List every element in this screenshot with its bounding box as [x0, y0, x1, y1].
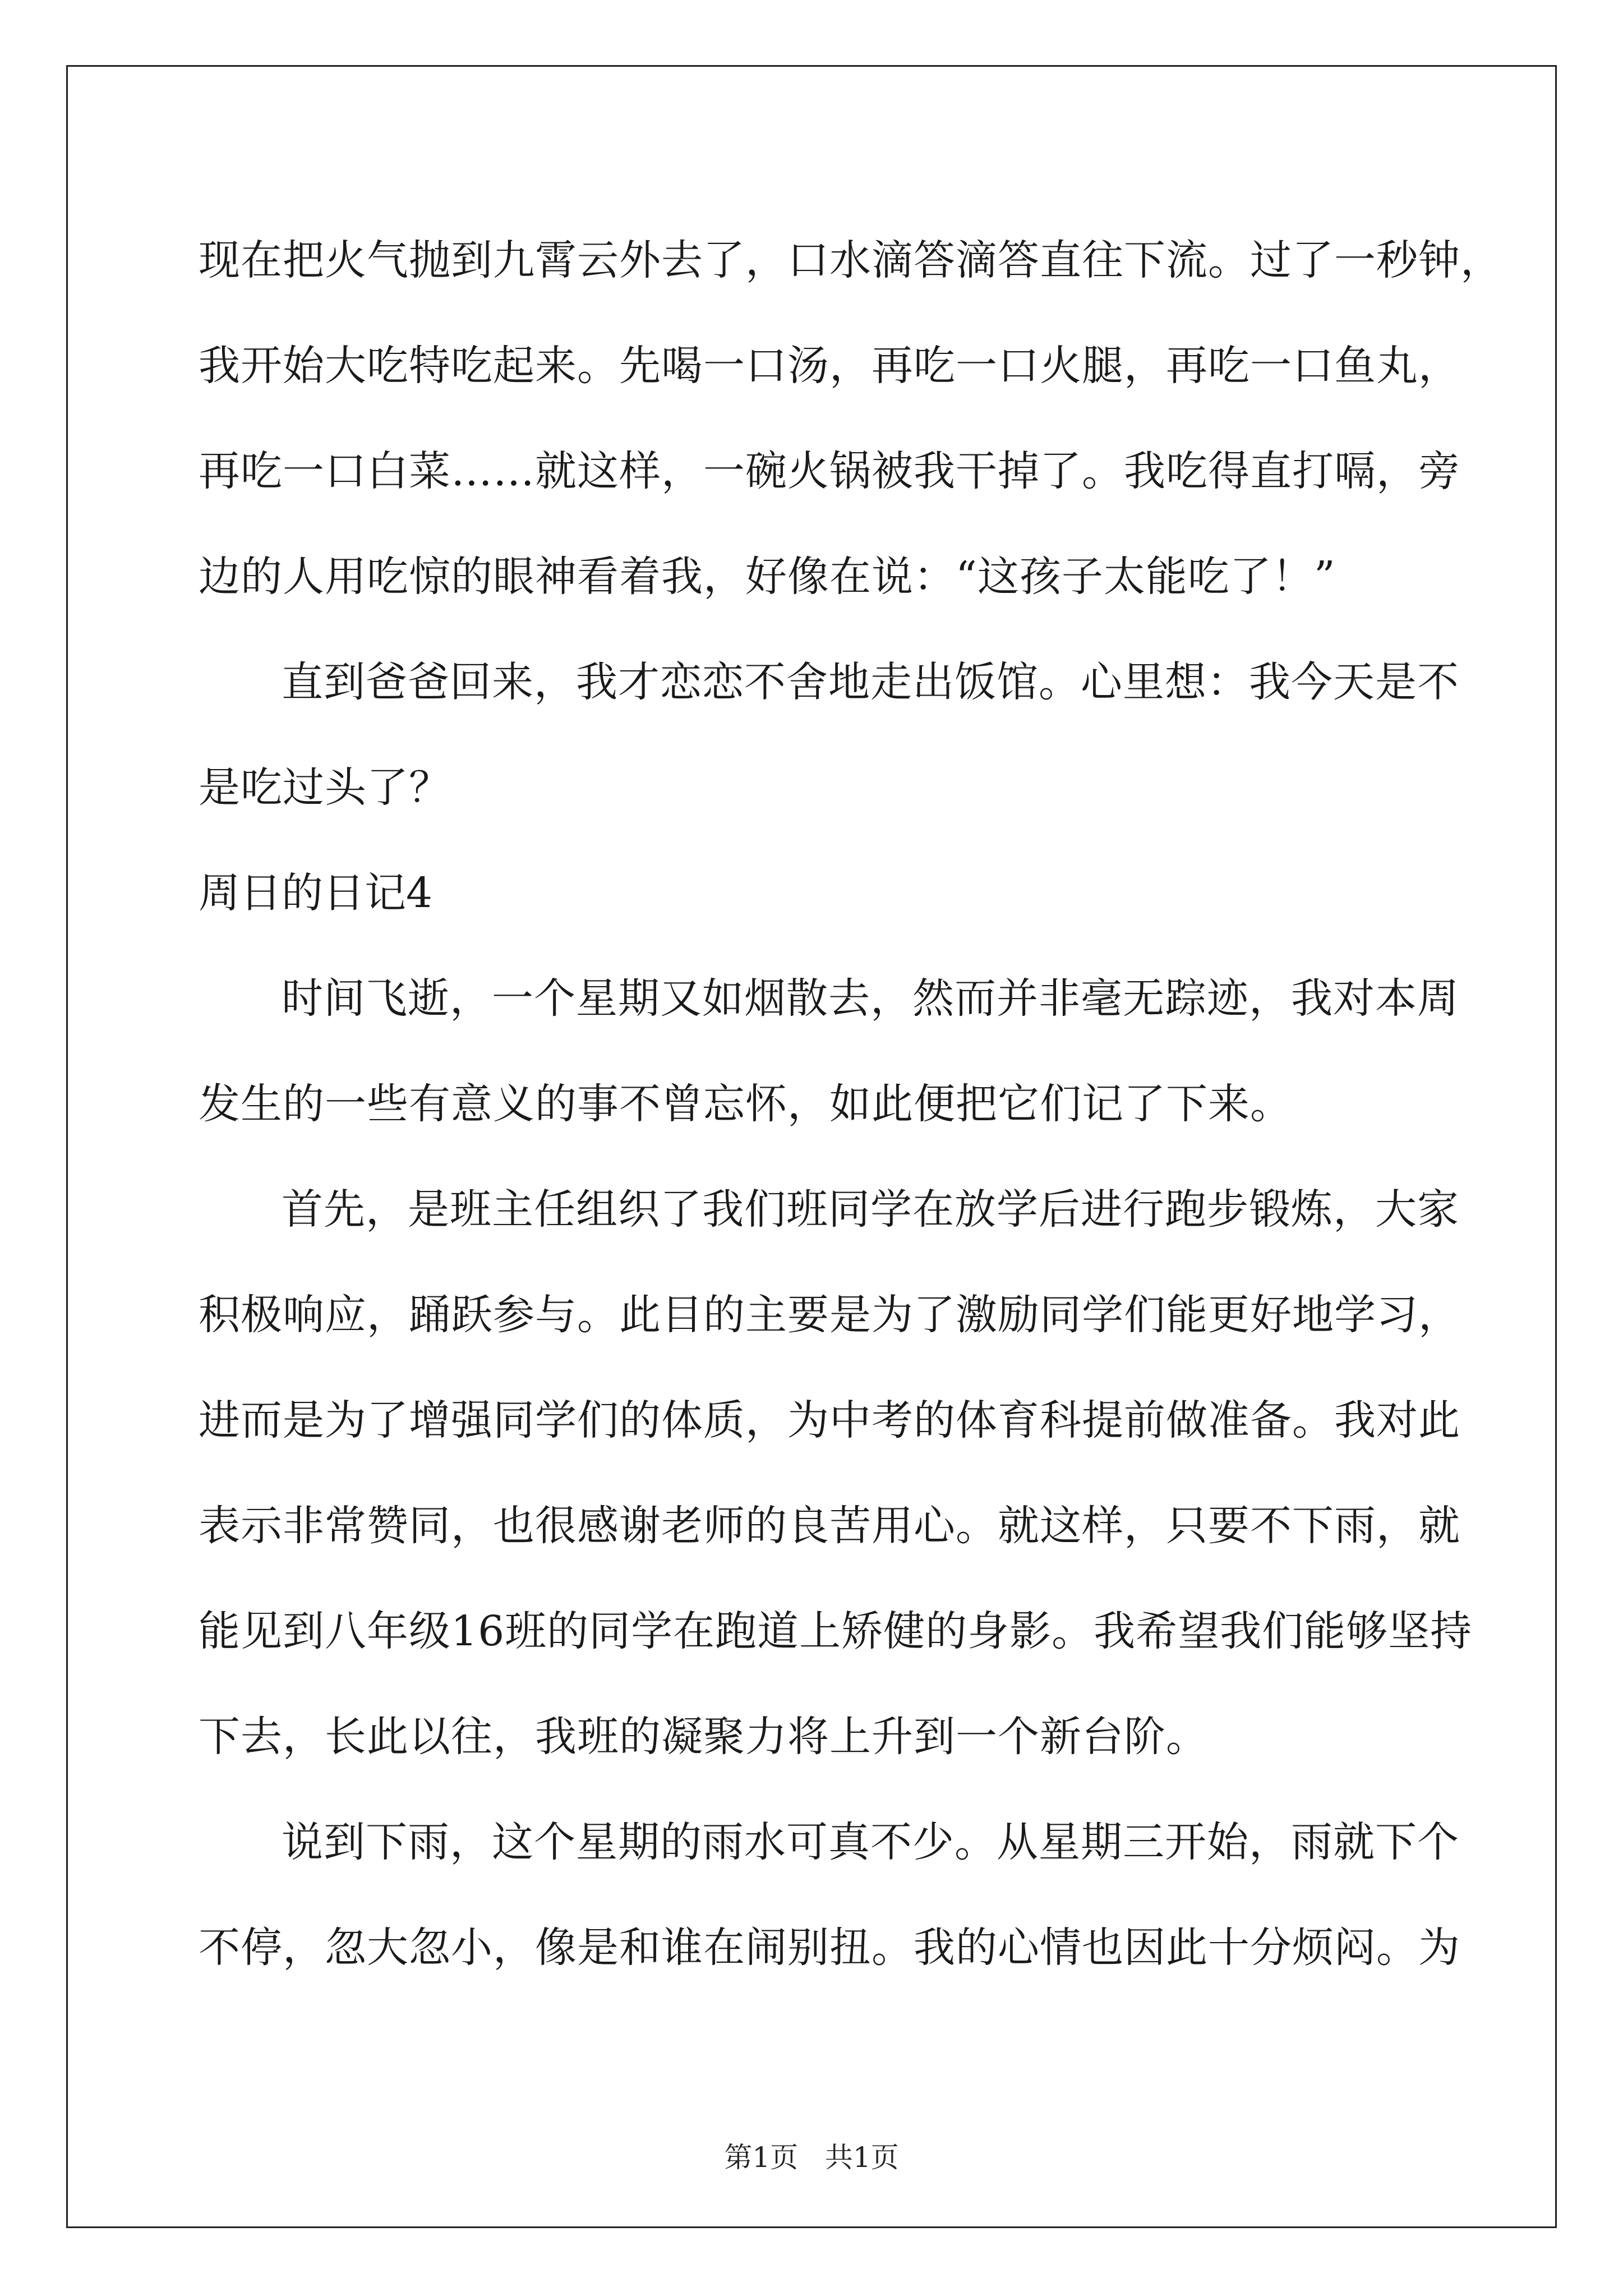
text-line: 下去，长此以往，我班的凝聚力将上升到一个新台阶。	[199, 1713, 1208, 1761]
text-line: 积极响应，踊跃参与。此目的主要是为了激励同学们能更好地学习，	[199, 1291, 1460, 1339]
text-line: 时间飞逝，一个星期又如烟散去，然而并非毫无踪迹，我对本周	[282, 974, 1459, 1023]
text-line: 边的人用吃惊的眼神看着我，好像在说：“这孩子太能吃了！”	[199, 553, 1336, 601]
text-line: 是吃过头了？	[199, 763, 451, 812]
page-footer: 第1页 共1页	[724, 2141, 899, 2174]
text-line: 能见到八年级16班的同学在跑道上矫健的身影。我希望我们能够坚持	[199, 1607, 1473, 1655]
text-line: 进而是为了增强同学们的体质，为中考的体育科提前做准备。我对此	[199, 1396, 1460, 1444]
text-line: 表示非常赞同，也很感谢老师的良苦用心。就这样，只要不下雨，就	[199, 1502, 1460, 1550]
text-line: 发生的一些有意义的事不曾忘怀，如此便把它们记了下来。	[199, 1080, 1292, 1128]
text-line: 再吃一口白菜……就这样，一碗火锅被我干掉了。我吃得直打嗝，旁	[199, 447, 1460, 495]
text-line: 说到下雨，这个星期的雨水可真不少。从星期三开始，雨就下个	[282, 1818, 1459, 1866]
section-heading: 周日的日记4	[199, 869, 433, 917]
document-body	[199, 208, 1502, 2000]
text-line: 首先，是班主任组织了我们班同学在放学后进行跑步锻炼，大家	[282, 1185, 1459, 1234]
text-line: 现在把火气抛到九霄云外去了，口水滴答滴答直往下流。过了一秒钟，	[199, 236, 1502, 284]
text-line: 不停，忽大忽小，像是和谁在闹别扭。我的心情也因此十分烦闷。为	[199, 1924, 1460, 1972]
text-line: 我开始大吃特吃起来。先喝一口汤，再吃一口火腿，再吃一口鱼丸，	[199, 342, 1460, 390]
text-line: 直到爸爸回来，我才恋恋不舍地走出饭馆。心里想：我今天是不	[282, 658, 1459, 706]
